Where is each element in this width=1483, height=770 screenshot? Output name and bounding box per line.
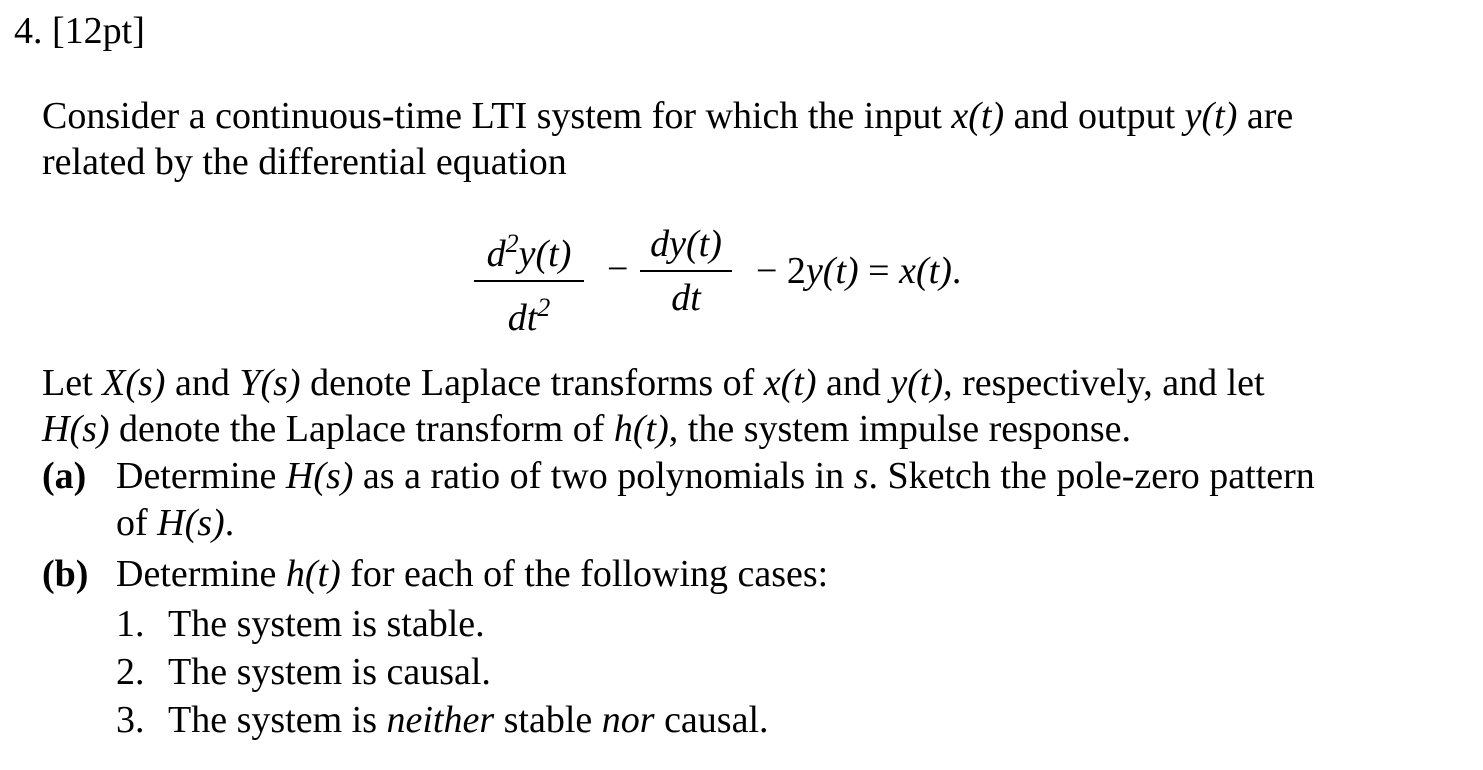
let-line-2: H(s) denote the Laplace transform of h(t), the system impulse response. (42, 408, 1132, 450)
part-a-label: (a) (42, 455, 87, 497)
part-a-line-2: of H(s). (116, 502, 235, 544)
equation-remainder: − 2y(t) = x(t). (756, 250, 962, 292)
fraction-denominator: $dt^2$ (507, 293, 551, 339)
intro-text: and output (1004, 95, 1185, 137)
list-item-number: 2. (116, 651, 145, 693)
minus-sign: − (607, 248, 629, 290)
fraction-numerator: dy(t) (650, 223, 722, 265)
fraction-bar (474, 280, 584, 282)
list-item-text: The system is stable. (168, 603, 485, 645)
part-b-label: (b) (42, 553, 89, 595)
fraction-bar (640, 270, 732, 272)
list-item-text: The system is causal. (168, 651, 491, 693)
math-H-s: H(s) (42, 408, 110, 450)
intro-line-2: related by the differential equation (42, 141, 567, 183)
fraction-second-derivative (474, 222, 584, 340)
list-item-number: 3. (116, 699, 145, 741)
list-item (116, 649, 491, 695)
intro-text: are (1237, 95, 1294, 137)
list-item (116, 601, 485, 647)
list-item-number: 1. (116, 603, 145, 645)
let-line-1: Let X(s) and Y(s) denote Laplace transforms of x(t) and y(t), respectively, and let (42, 362, 1265, 404)
math-y-t: y(t) (1184, 95, 1238, 137)
part-a-line-1: (a) Determine H(s) as a ratio of two polynomials in s. Sketch the pole-zero pattern (42, 455, 1315, 497)
math-X-s: X(s) (102, 362, 166, 404)
fraction-first-derivative (640, 222, 732, 320)
intro-line-1 (42, 93, 1293, 139)
list-item: 3. The system is neither stable nor causal. (116, 699, 769, 741)
fraction-denominator: dt (671, 277, 701, 319)
part-b-line-1: (b) Determine h(t) for each of the following cases: (42, 553, 829, 595)
math-Y-s: Y(s) (239, 362, 301, 404)
intro-text: Consider a continuous-time LTI system for which the input (42, 95, 952, 137)
fraction-numerator: $d^2y(t)$ (486, 229, 572, 275)
problem-header: 4. [12pt] (14, 10, 145, 52)
math-x-t: x(t) (951, 95, 1005, 137)
